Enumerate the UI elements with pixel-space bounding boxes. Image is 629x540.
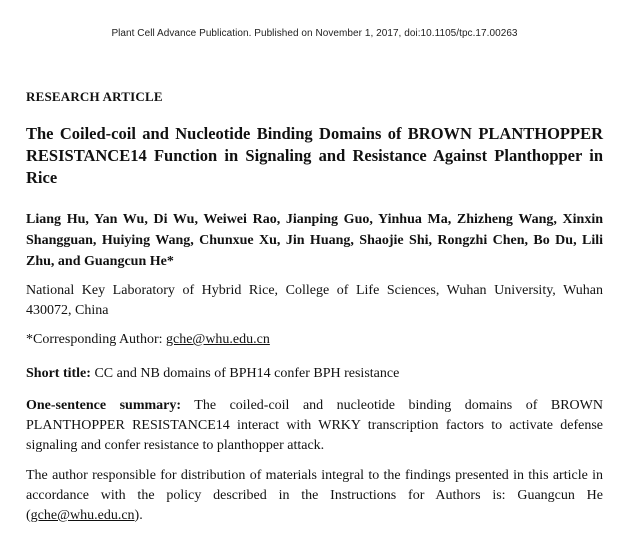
summary-label: One-sentence summary: (26, 398, 182, 413)
article-type-label: RESEARCH ARTICLE (26, 89, 163, 104)
corresponding-author-label: *Corresponding Author: (26, 332, 166, 347)
corresponding-author (26, 330, 270, 350)
author-affiliation: National Key Laboratory of Hybrid Rice, College of Life Sciences, Wuhan University, Wuhan 430072, China (26, 283, 603, 318)
corresponding-email-link[interactable]: gche@whu.edu.cn (166, 332, 270, 347)
author-list: Liang Hu, Yan Wu, Di Wu, Weiwei Rao, Jianping Guo, Yinhua Ma, Zhizheng Wang, Xinxin Shangguan, Huiying Wang, Chunxue Xu, Jin Huang, Shaojie Shi, Rongzhi Chen, Bo Du, Lili Zhu, and Guangcun He* (26, 212, 603, 269)
short-title-text: CC and NB domains of BPH14 confer BPH resistance (90, 366, 400, 381)
summary-text: The coiled-coil and nucleotide binding domains of BROWN PLANTHOPPER RESISTANCE14 interact with WRKY transcription factors to activate defense signaling and confer resistance to planthopper attack. (26, 398, 603, 453)
responsible-text: The author responsible for distribution of materials integral to the findings presented in this article in accordance with the policy described in the Instructions for Authors is: Guangcun He ( (26, 468, 603, 523)
short-title (26, 364, 399, 384)
article-title: The Coiled-coil and Nucleotide Binding Domains of BROWN PLANTHOPPER RESISTANCE14 Function in Signaling and Resistance Against Planthopper in Rice (26, 124, 603, 187)
short-title-label: Short title: (26, 366, 91, 381)
one-sentence-summary (26, 396, 603, 456)
responsible-suffix: ). (134, 508, 143, 523)
responsible-email-link[interactable]: gche@whu.edu.cn (30, 508, 135, 523)
publication-header: Plant Cell Advance Publication. Published on November 1, 2017, doi:10.1105/tpc.17.00263 (111, 28, 518, 39)
responsible-author-statement (26, 466, 603, 526)
